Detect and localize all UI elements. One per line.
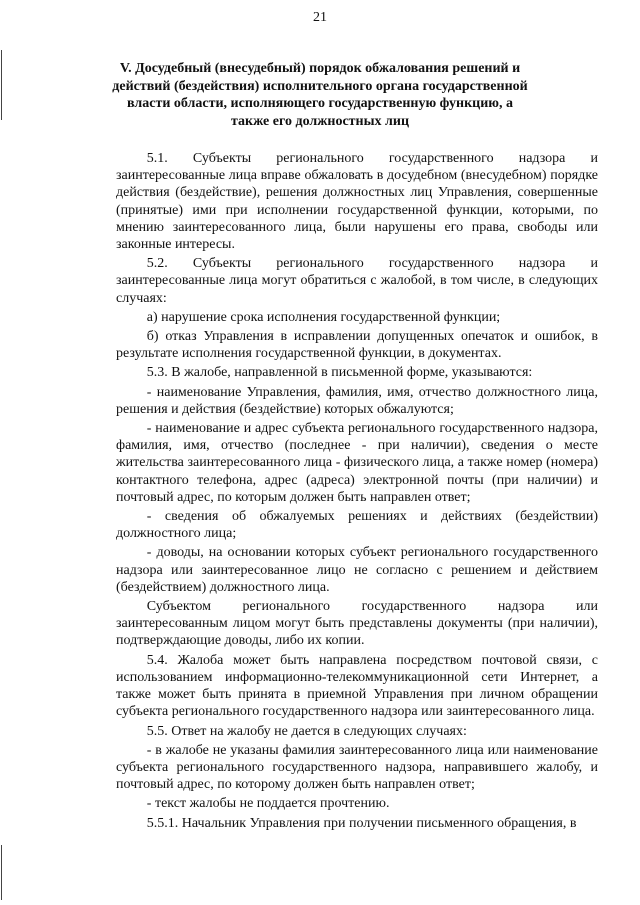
list-item-b: б) отказ Управления в исправлении допущенных опечаток и ошибок, в результате исполнения государственной функции, в документах. [116,329,598,362]
document-body [116,150,598,834]
bullet-item: - текст жалобы не поддается прочтению. [146,796,390,812]
paragraph-5-1: 5.1. Субъекты регионального государственного надзора и заинтересованные лица вправе обжаловать в досудебном (внесудебном) порядке действия (бездействие), решения должностных лиц Управления, совершенные (принятые) ими при исполнении государственной функции, которыми, по мнению заинтересованного лица, были нарушены его права, свободы или законные интересы. [116,151,598,253]
paragraph-5-3: 5.3. В жалобе, направленной в письменной форме, указываются: [146,365,533,381]
paragraph-5-4: 5.4. Жалоба может быть направлена посредством почтовой связи, с использованием информационно-телекоммуникационной сети Интернет, а также может быть принята в приемной Управления при личном обращении субъекта регионального государственного надзора или заинтересованного лица. [116,652,598,720]
section-heading: V. Досудебный (внесудебный) порядок обжалования решений и действий (бездействия) исполнительного органа государственной власти области, исполняющего государственную функцию, а также его должностных лиц [112,61,528,129]
page-number: 21 [313,10,327,25]
paragraph-5-5-1: 5.5.1. Начальник Управления при получении письменного обращения, в [146,815,577,831]
margin-rule-top [1,50,2,120]
bullet-item: - доводы, на основании которых субъект регионального государственного надзора или заинтересованное лицо не согласно с решением и действием (бездействием) должностного лица. [116,545,598,595]
bullet-item: - наименование Управления, фамилия, имя, отчество должностного лица, решения и действия (бездействие) которых обжалуются; [116,384,598,417]
list-item-a: а) нарушение срока исполнения государственной функции; [146,309,501,325]
margin-rule-bottom [1,845,2,900]
bullet-item: - наименование и адрес субъекта регионального государственного надзора, фамилия, имя, отчество (последнее - при наличии), сведения о месте жительства заинтересованного лица - физического лица, а также номер (номера) контактного телефона, адрес (адреса) электронной почты (при наличии) и почтовый адрес, по которым должен быть направлен ответ; [116,421,598,505]
paragraph-5-5: 5.5. Ответ на жалобу не дается в следующих случаях: [146,723,467,739]
bullet-item: - сведения об обжалуемых решениях и действиях (бездействии) должностного лица; [116,509,598,542]
paragraph-5-2: 5.2. Субъекты регионального государственного надзора и заинтересованные лица могут обратиться с жалобой, в том числе, в следующих случаях: [116,256,598,306]
paragraph-documents: Субъектом регионального государственного надзора или заинтересованным лицом могут быть представлены документы (при наличии), подтверждающие доводы, либо их копии. [116,599,598,649]
bullet-item: - в жалобе не указаны фамилия заинтересованного лица или наименование субъекта регионального государственного надзора, направившего жалобу, и почтовый адрес, по которому должен быть направлен ответ; [116,742,598,793]
